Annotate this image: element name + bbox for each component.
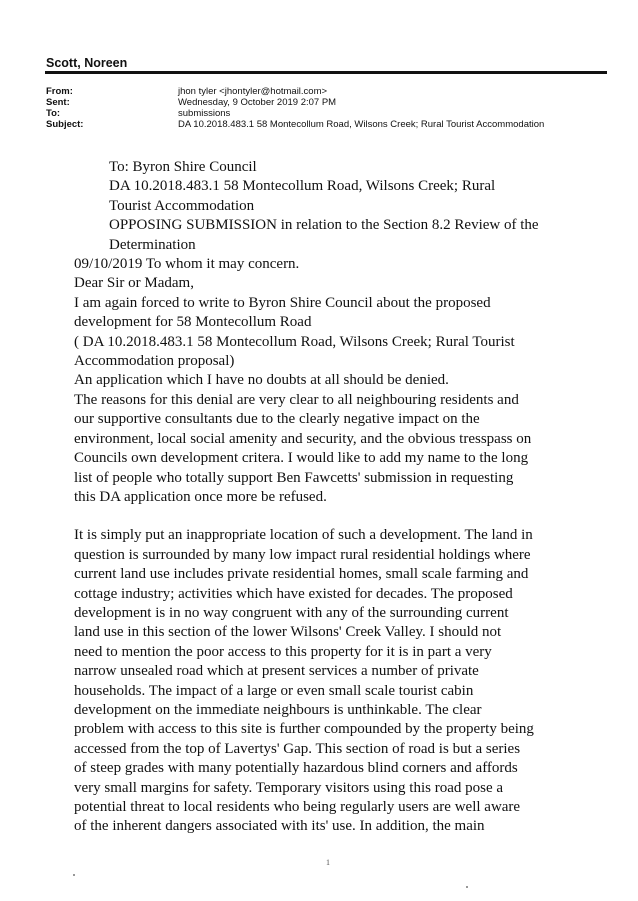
header-label-sent: Sent: xyxy=(46,97,70,108)
letter-line: of the inherent dangers associated with its' use. In addition, the main xyxy=(74,818,485,835)
letter-line: question is surrounded by many low impact rural residential holdings where xyxy=(74,546,531,563)
header-value-to: submissions xyxy=(178,108,231,119)
letter-line: our supportive consultants due to the clearly negative impact on the xyxy=(74,411,480,428)
header-value-subject: DA 10.2018.483.1 58 Montecollum Road, Wilsons Creek; Rural Tourist Accommodation xyxy=(178,119,545,130)
letter-line: problem with access to this site is further compounded by the property being xyxy=(74,721,534,738)
letter-line: need to mention the poor access to this property for it is in part a very xyxy=(74,643,492,660)
header-value-from: jhon tyler <jhontyler@hotmail.com> xyxy=(178,86,328,97)
letter-line: 09/10/2019 To whom it may concern. xyxy=(74,256,300,273)
header-label-to: To: xyxy=(46,108,61,119)
header-row-to xyxy=(46,108,230,119)
header-row-subject xyxy=(46,119,544,130)
letter-line: environment, local social amenity and security, and the obvious tresspass on xyxy=(74,430,532,447)
letter-line: very small margins for safety. Temporary visitors using this road pose a xyxy=(74,779,504,796)
letter-line: It is simply put an inappropriate location of such a development. The land in xyxy=(74,527,533,544)
letter-line: development is in no way congruent with any of the surrounding current xyxy=(74,604,509,621)
letter-line: The reasons for this denial are very clear to all neighbouring residents and xyxy=(74,391,519,408)
letter-line: Dear Sir or Madam, xyxy=(74,275,194,292)
letter-line: DA 10.2018.483.1 58 Montecollum Road, Wilsons Creek; Rural xyxy=(109,178,496,195)
paragraph-gap xyxy=(74,507,614,526)
sender-name: Scott, Noreen xyxy=(46,56,128,70)
page-number: 1 xyxy=(326,858,330,867)
header-divider xyxy=(45,71,607,74)
scan-speck xyxy=(466,886,468,888)
letter-line: land use in this section of the lower Wilsons' Creek Valley. I should not xyxy=(74,624,502,641)
letter-line: households. The impact of a large or even small scale tourist cabin xyxy=(74,682,474,699)
header-label-subject: Subject: xyxy=(46,119,84,130)
scan-speck xyxy=(73,874,75,876)
letter-line: development on the immediate neighbours is unthinkable. The clear xyxy=(74,701,482,718)
letter-line: Determination xyxy=(109,236,196,253)
letter-line: potential threat to local residents who being regularly users are well aware xyxy=(74,799,521,815)
header-value-sent: Wednesday, 9 October 2019 2:07 PM xyxy=(178,97,337,108)
letter-line: To: Byron Shire Council xyxy=(109,159,257,175)
letter-line: An application which I have no doubts at all should be denied. xyxy=(74,372,449,389)
letter-line: this DA application once more be refused. xyxy=(74,488,327,505)
letter-line: narrow unsealed road which at present services a number of private xyxy=(74,663,479,680)
letter-line: OPPOSING SUBMISSION in relation to the Section 8.2 Review of the xyxy=(109,217,539,234)
letter-line: of steep grades with many potentially hazardous blind corners and affords xyxy=(74,760,518,777)
letter-line: I am again forced to write to Byron Shire Council about the proposed xyxy=(74,294,491,311)
header-row-sent xyxy=(46,97,336,108)
letter-line: list of people who totally support Ben Fawcetts' submission in requesting xyxy=(74,469,514,486)
letter-line: Tourist Accommodation xyxy=(109,197,255,214)
letter-line: Accommodation proposal) xyxy=(74,353,235,370)
letter-line: Councils own development critera. I would like to add my name to the long xyxy=(74,450,529,467)
letter-body xyxy=(74,158,614,837)
letter-line: development for 58 Montecollum Road xyxy=(74,314,312,331)
letter-line: cottage industry; activities which have existed for decades. The proposed xyxy=(74,585,513,602)
header-label-from: From: xyxy=(46,86,73,97)
header-row-from xyxy=(46,86,327,97)
letter-line: ( DA 10.2018.483.1 58 Montecollum Road, Wilsons Creek; Rural Tourist xyxy=(74,333,515,350)
letter-line: current land use includes private residential homes, small scale farming and xyxy=(74,566,529,583)
letter-line: accessed from the top of Lavertys' Gap. This section of road is but a series xyxy=(74,740,521,757)
